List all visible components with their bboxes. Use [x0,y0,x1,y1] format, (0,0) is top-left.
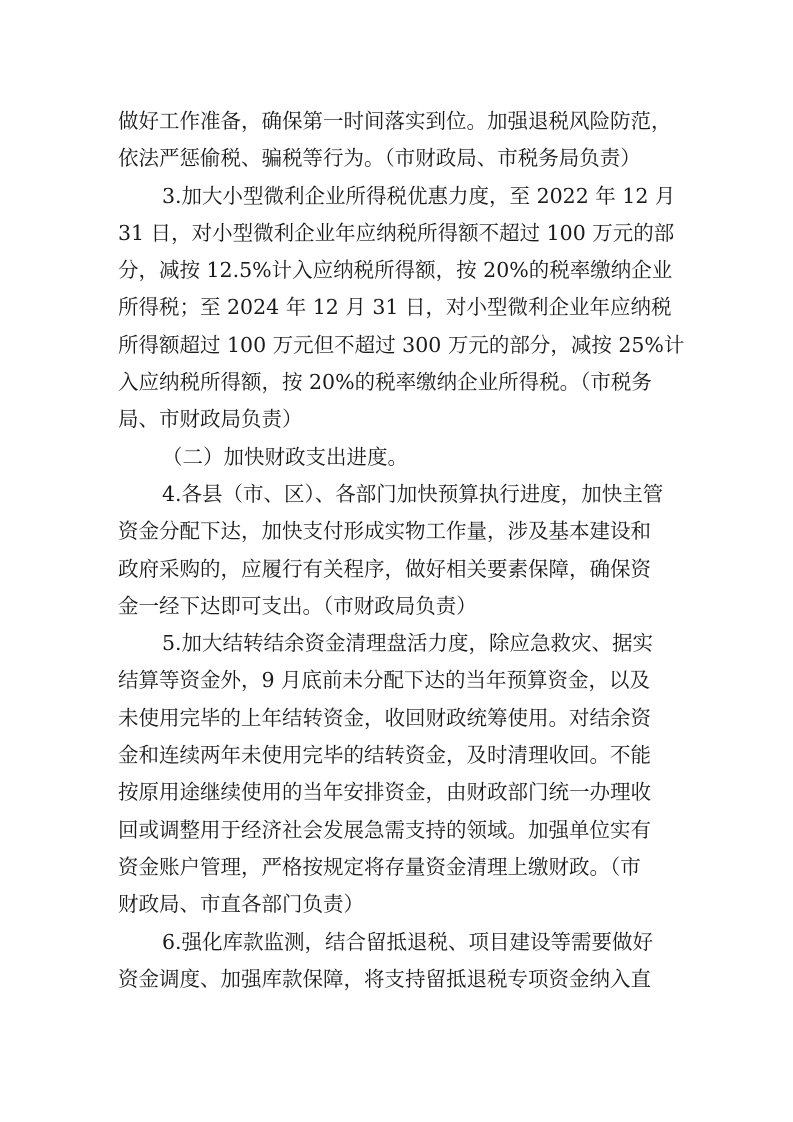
text-line: 局、市财政局负责） [118,407,303,432]
text-line: 政府采购的，应履行有关程序，做好相关要素保障，确保资 [118,556,651,581]
text-line: 按原用途继续使用的当年安排资金，由财政部门统一办理收 [118,780,651,805]
paragraph [118,476,664,625]
text-line: 分，减按 12.5%计入应纳税所得额，按 20%的税率缴纳企业 [118,258,673,283]
text-line: 依法严惩偷税、骗税等行为。（市财政局、市税务局负责） [118,146,641,171]
text-line: （二）加快财政支出进度。 [162,444,408,469]
text-line: 资金调度、加强库款保障，将支持留抵退税专项资金纳入直 [118,966,651,991]
section-heading [118,439,599,476]
text-line: 金和连续两年未使用完毕的结转资金，及时清理收回。不能 [118,743,651,768]
text-line: 3.加大小型微利企业所得税优惠力度，至 2022 年 12 月 [162,183,676,208]
text-line: 资金分配下达，加快支付形成实物工作量，涉及基本建设和 [118,519,651,544]
text-line: 5.加大结转结余资金清理盘活力度，除应急救灾、据实 [162,631,654,656]
text-line: 财政局、市直各部门负责） [118,892,364,917]
text-line: 未使用完毕的上年结转资金，收回财政统筹使用。对结余资 [118,705,651,730]
text-line: 31 日，对小型微利企业年应纳税所得额不超过 100 万元的部 [118,220,675,245]
paragraph [118,924,654,999]
text-line: 结算等资金外，9 月底前未分配下达的当年预算资金，以及 [118,668,651,693]
text-line: 回或调整用于经济社会发展急需支持的领域。加强单位实有 [118,817,651,842]
document-body [118,103,685,998]
text-line: 所得额超过 100 万元但不超过 300 万元的部分，减按 25%计 [118,332,685,357]
paragraph [118,178,685,439]
paragraph [118,103,672,178]
text-line: 4.各县（市、区）、各部门加快预算执行进度，加快主管 [162,481,664,506]
text-line: 所得税；至 2024 年 12 月 31 日，对小型微利企业年应纳税 [118,295,672,320]
text-line: 入应纳税所得额，按 20%的税率缴纳企业所得税。（市税务 [118,370,652,395]
text-line: 资金账户管理，严格按规定将存量资金清理上缴财政。（市 [118,854,641,879]
text-line: 金一经下达即可支出。（市财政局负责） [118,593,477,618]
paragraph [118,625,654,923]
text-line: 6.强化库款监测，结合留抵退税、项目建设等需要做好 [162,929,654,954]
text-line: 做好工作准备，确保第一时间落实到位。加强退税风险防范， [118,109,672,133]
